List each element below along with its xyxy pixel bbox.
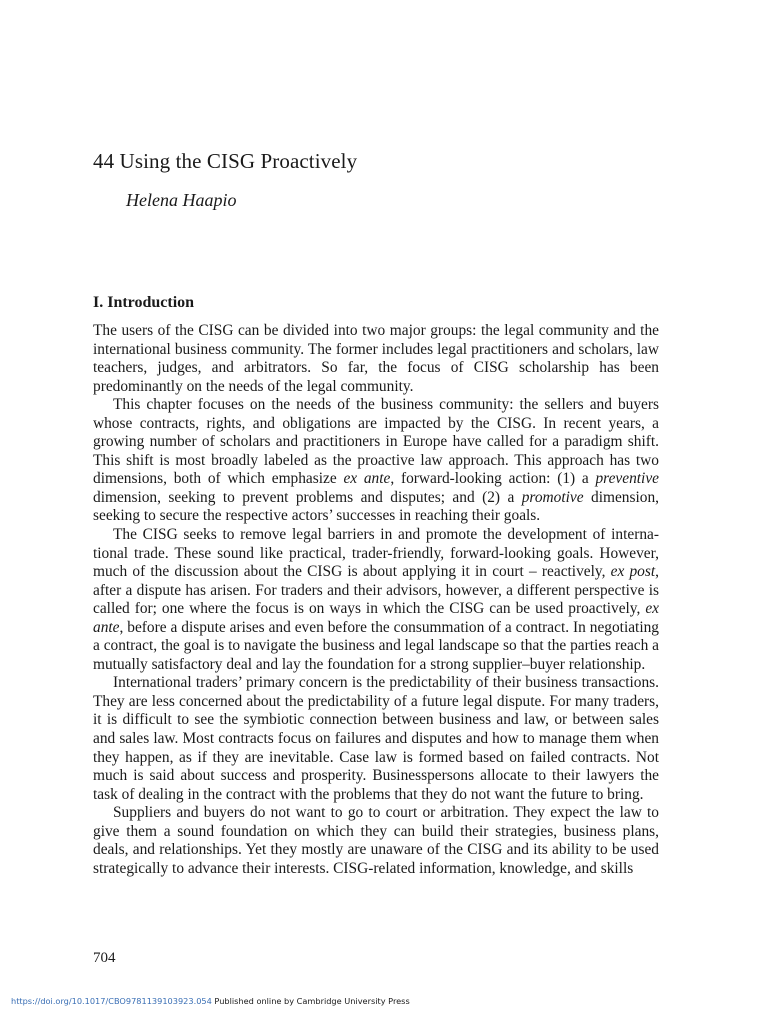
paragraph xyxy=(93,526,659,674)
text-run: dimension, seeking to secure the respective actors’ successes in reaching their goals. xyxy=(93,488,659,525)
text-run: dimension, seeking to prevent problems and disputes; and (2) a xyxy=(93,488,522,506)
text-run: , after a dispute has arisen. For traders and their advisors, however, a different perspective is called for; one where the focus is on ways in which the CISG can be used proactively, xyxy=(93,563,659,618)
paragraph xyxy=(93,322,659,396)
italic-term: preventive xyxy=(595,470,660,488)
text-run: The users of the CISG can be divided into two major groups: the legal community and the international business community. The former includes legal practitioners and scholars, law teachers, judges, and arbitrators. So far, the focus of CISG scholarship has been predominantly on the needs of the legal community. xyxy=(93,322,659,395)
paragraph xyxy=(93,396,659,526)
italic-term: ex ante xyxy=(93,600,659,636)
paragraph xyxy=(93,804,659,878)
text-run: , before a dispute arises and even before the consummation of a contract. In negotiating a contract, the goal is to navigate the business and legal landscape so that the parties reach a mutually satisfactory deal and lay the foundation for a strong supplier–buyer relationship. xyxy=(93,618,659,673)
text-run: Suppliers and buyers do not want to go to court or arbitration. They expect the law to give them a sound foundation on which they can build their strategies, business plans, deals, and relationships. Yet they mostly are unaware of the CISG and its ability to be used strategically to advance their interests. CISG-related information, knowledge, and skills xyxy=(93,804,659,877)
chapter-title: 44 Using the CISG Proactively xyxy=(93,149,358,173)
page-number: 704 xyxy=(93,950,116,966)
text-run: International traders’ primary concern is the predictability of their business transactions. They are less concerned about the predictability of a future legal dispute. For many traders, it is difficult to see the symbiotic connection between business and law, or between sales and sales law. Most contracts focus on failures and disputes and how to manage them when they happen, as if they are inevitable. Case law is formed based on failed contracts. Not much is said about success and prosperity. Businesspersons allocate to their lawyers the task of dealing in the contract with the problems that they do not want the future to bring. xyxy=(93,674,659,803)
text-run: This chapter focuses on the needs of the business community: the sellers and buyers whose contracts, rights, and obligations are impacted by the CISG. In recent years, a growing number of scholars and practitioners in Europe have called for a paradigm shift. This shift is most broadly labeled as the proactive law approach. This approach has two dimensions, both of which emphasize xyxy=(93,396,659,488)
italic-term: ex post xyxy=(610,563,656,581)
italic-term: promotive xyxy=(521,488,584,506)
doi-link[interactable]: https://doi.org/10.1017/CBO9781139103923.054 xyxy=(11,996,212,1006)
italic-term: ex ante xyxy=(343,470,391,488)
paragraph xyxy=(93,674,659,804)
body-text xyxy=(93,322,659,878)
author-name: Helena Haapio xyxy=(126,190,237,210)
text-run: , forward-looking action: (1) a xyxy=(390,470,596,488)
footer xyxy=(11,996,410,1006)
published-note: Published online by Cambridge University Press xyxy=(211,996,410,1006)
section-heading: I. Introduction xyxy=(93,294,195,311)
text-run: The CISG seeks to remove legal barriers in and promote the development of international trade. These sound like practical, trader-friendly, forward-looking goals. However, much of the discussion about the CISG is about applying it in court – reactively, xyxy=(93,526,659,581)
